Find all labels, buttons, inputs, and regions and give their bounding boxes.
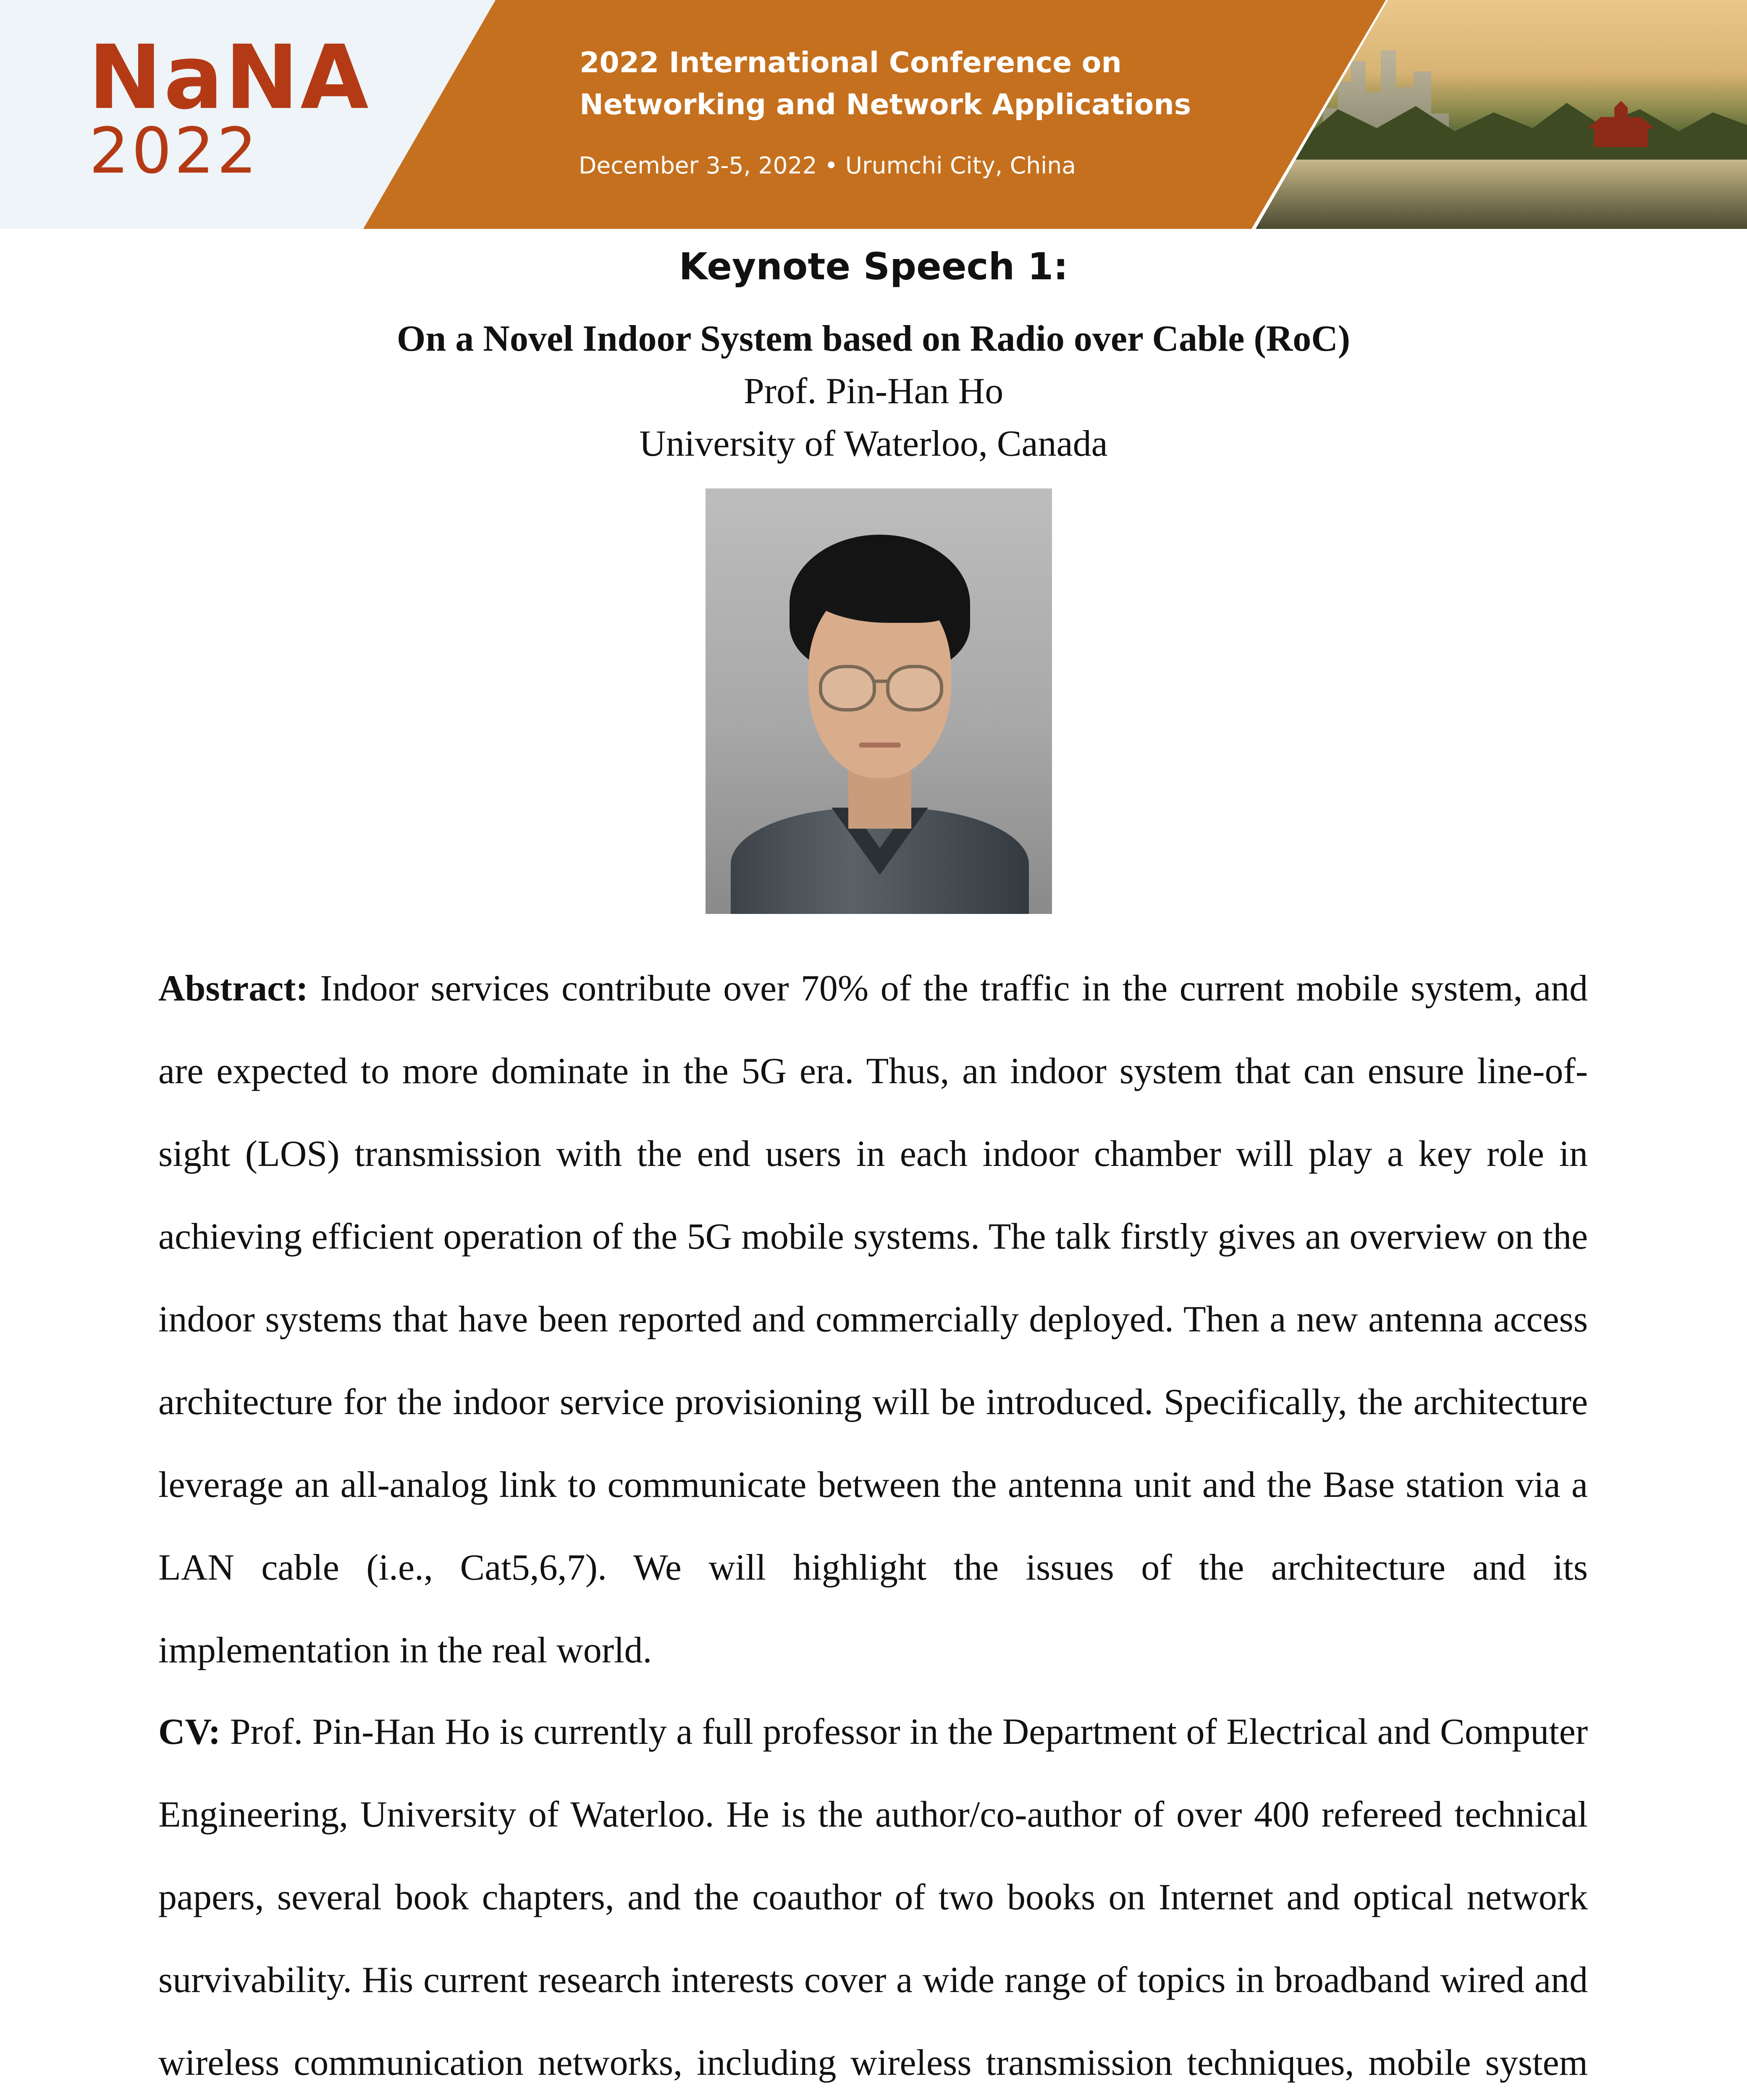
cv-paragraph xyxy=(158,1690,1588,2100)
treeline-shape xyxy=(1260,97,1747,160)
pagoda-shape xyxy=(1587,101,1655,147)
talk-title: On a Novel Indoor System based on Radio over Cable (RoC) xyxy=(396,318,1351,359)
logo-name: NaNA xyxy=(88,26,370,129)
glasses-bridge xyxy=(873,680,888,683)
abstract-label: Abstract: xyxy=(158,968,308,1009)
cv-text: Prof. Pin-Han Ho is currently a full professor in the Department of Electrical and Computer Engineering, University of Waterloo. He is the author/co-author of over 400 refereed technical papers, several book chapters, and the coauthor of two books on Internet and optical network survivability. His current research interests cover a wide range of topics in broadband wired and wireless communication networks, including wireless transmission techniques, mobile system xyxy=(158,1712,1588,2083)
conference-title xyxy=(580,42,1191,126)
cv-label: CV: xyxy=(158,1712,221,1752)
speaker-portrait xyxy=(706,488,1052,914)
conference-title-line2: Networking and Network Applications xyxy=(580,88,1191,121)
glasses-left-lens xyxy=(819,665,876,711)
keynote-heading: Keynote Speech 1: xyxy=(679,245,1068,288)
logo-year: 2022 xyxy=(89,115,260,188)
portrait-mouth xyxy=(859,743,901,748)
speaker-affiliation: University of Waterloo, Canada xyxy=(639,423,1108,464)
abstract-paragraph xyxy=(158,947,1588,1692)
abstract-text: Indoor services contribute over 70% of the traffic in the current mobile system, and are expected to more dominate in the 5G era. Thus, an indoor system that can ensure line-of-sight (LOS) transmission with the end users in each indoor chamber will play a key role in achieving efficient operation of the 5G mobile systems. The talk firstly gives an overview on the indoor systems that have been reported and commercially deployed. Then a new antenna access architecture for the indoor service provisioning will be introduced. Specifically, the architecture leverage an all-analog link to communicate between the antenna unit and the Base station via a LAN cable (i.e., Cat5,6,7). We will highlight the issues of the architecture and its implementation in the real world. xyxy=(158,968,1588,1671)
conference-title-line1: 2022 International Conference on xyxy=(580,46,1122,79)
header-banner xyxy=(0,0,1747,229)
glasses-right-lens xyxy=(886,665,943,711)
conference-date-location: December 3-5, 2022 • Urumchi City, China xyxy=(579,152,1076,179)
lake-shape xyxy=(1260,160,1747,229)
speaker-name: Prof. Pin-Han Ho xyxy=(743,371,1004,412)
